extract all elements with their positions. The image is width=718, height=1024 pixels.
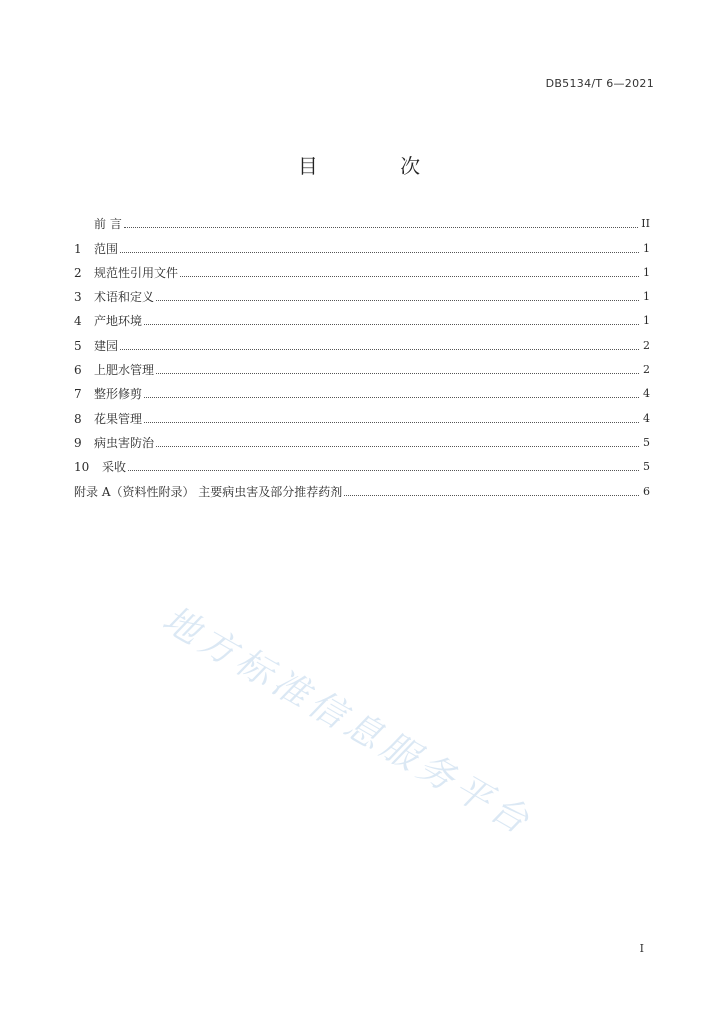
toc-leader-dots <box>144 421 639 423</box>
toc-entry-page: 5 <box>643 435 650 449</box>
toc-entry-label: 上肥水管理 <box>94 363 155 378</box>
toc-entry-page: 2 <box>643 338 650 352</box>
toc-entry-10[interactable] <box>74 450 650 474</box>
toc-entry-page: 1 <box>643 290 650 304</box>
toc-leader-dots <box>344 494 639 496</box>
toc-entry-label: 建园 <box>94 338 119 353</box>
toc-entry-number: 6 <box>74 363 82 378</box>
toc-leader-dots <box>144 396 639 398</box>
toc-entry-page: 4 <box>643 411 650 425</box>
toc-entry-label: 整形修剪 <box>94 387 143 402</box>
toc-entry-label: 范围 <box>94 241 119 256</box>
toc-leader-dots <box>124 226 638 228</box>
toc-entry-number: 3 <box>74 290 82 305</box>
toc-leader-dots <box>144 323 639 325</box>
toc-entry-7[interactable] <box>74 377 650 401</box>
toc-entry-page: 1 <box>643 265 650 279</box>
toc-title: 目 次 <box>297 154 459 178</box>
toc-entry-2[interactable] <box>74 256 650 280</box>
toc-entry-number: 9 <box>74 435 82 450</box>
table-of-contents <box>74 207 650 499</box>
toc-entry-6[interactable] <box>74 353 650 377</box>
toc-entry-foreword[interactable] <box>74 207 650 231</box>
toc-entry-appendix-a[interactable] <box>74 474 650 498</box>
toc-entry-number: 8 <box>74 411 82 426</box>
toc-leader-dots <box>120 348 639 350</box>
toc-entry-5[interactable] <box>74 328 650 352</box>
toc-entry-number: 4 <box>74 314 82 329</box>
toc-entry-label: 采收 <box>102 460 127 475</box>
watermark: 地方标准信息服务平台 <box>155 598 540 845</box>
toc-entry-9[interactable] <box>74 426 650 450</box>
toc-entry-label: 术语和定义 <box>94 290 155 305</box>
toc-entry-page: II <box>641 217 650 231</box>
toc-entry-number: 5 <box>74 338 82 353</box>
toc-leader-dots <box>180 275 639 277</box>
toc-leader-dots <box>156 299 639 301</box>
toc-entry-page: 6 <box>643 484 650 498</box>
toc-entry-4[interactable] <box>74 304 650 328</box>
toc-leader-dots <box>128 469 639 471</box>
toc-leader-dots <box>156 372 639 374</box>
toc-entry-page: 1 <box>643 241 650 255</box>
toc-entry-page: 2 <box>643 363 650 377</box>
page-number: I <box>639 942 644 955</box>
toc-entry-page: 5 <box>643 460 650 474</box>
toc-entry-label: 花果管理 <box>94 411 143 426</box>
toc-entry-label: 附录 A（资料性附录） 主要病虫害及部分推荐药剂 <box>74 484 343 499</box>
document-code: DB5134/T 6—2021 <box>545 77 654 90</box>
toc-leader-dots <box>120 251 639 253</box>
toc-leader-dots <box>156 445 639 447</box>
toc-entry-number: 2 <box>74 265 82 280</box>
toc-entry-label: 前 言 <box>94 217 122 232</box>
toc-entry-page: 1 <box>643 314 650 328</box>
toc-entry-3[interactable] <box>74 280 650 304</box>
toc-entry-number: 7 <box>74 387 82 402</box>
toc-entry-label: 规范性引用文件 <box>94 265 179 280</box>
toc-entry-number: 1 <box>74 241 82 256</box>
toc-entry-8[interactable] <box>74 401 650 425</box>
toc-entry-1[interactable] <box>74 231 650 255</box>
toc-entry-label: 病虫害防治 <box>94 435 155 450</box>
toc-entry-label: 产地环境 <box>94 314 143 329</box>
toc-entry-number: 10 <box>74 460 90 475</box>
toc-entry-page: 4 <box>643 387 650 401</box>
